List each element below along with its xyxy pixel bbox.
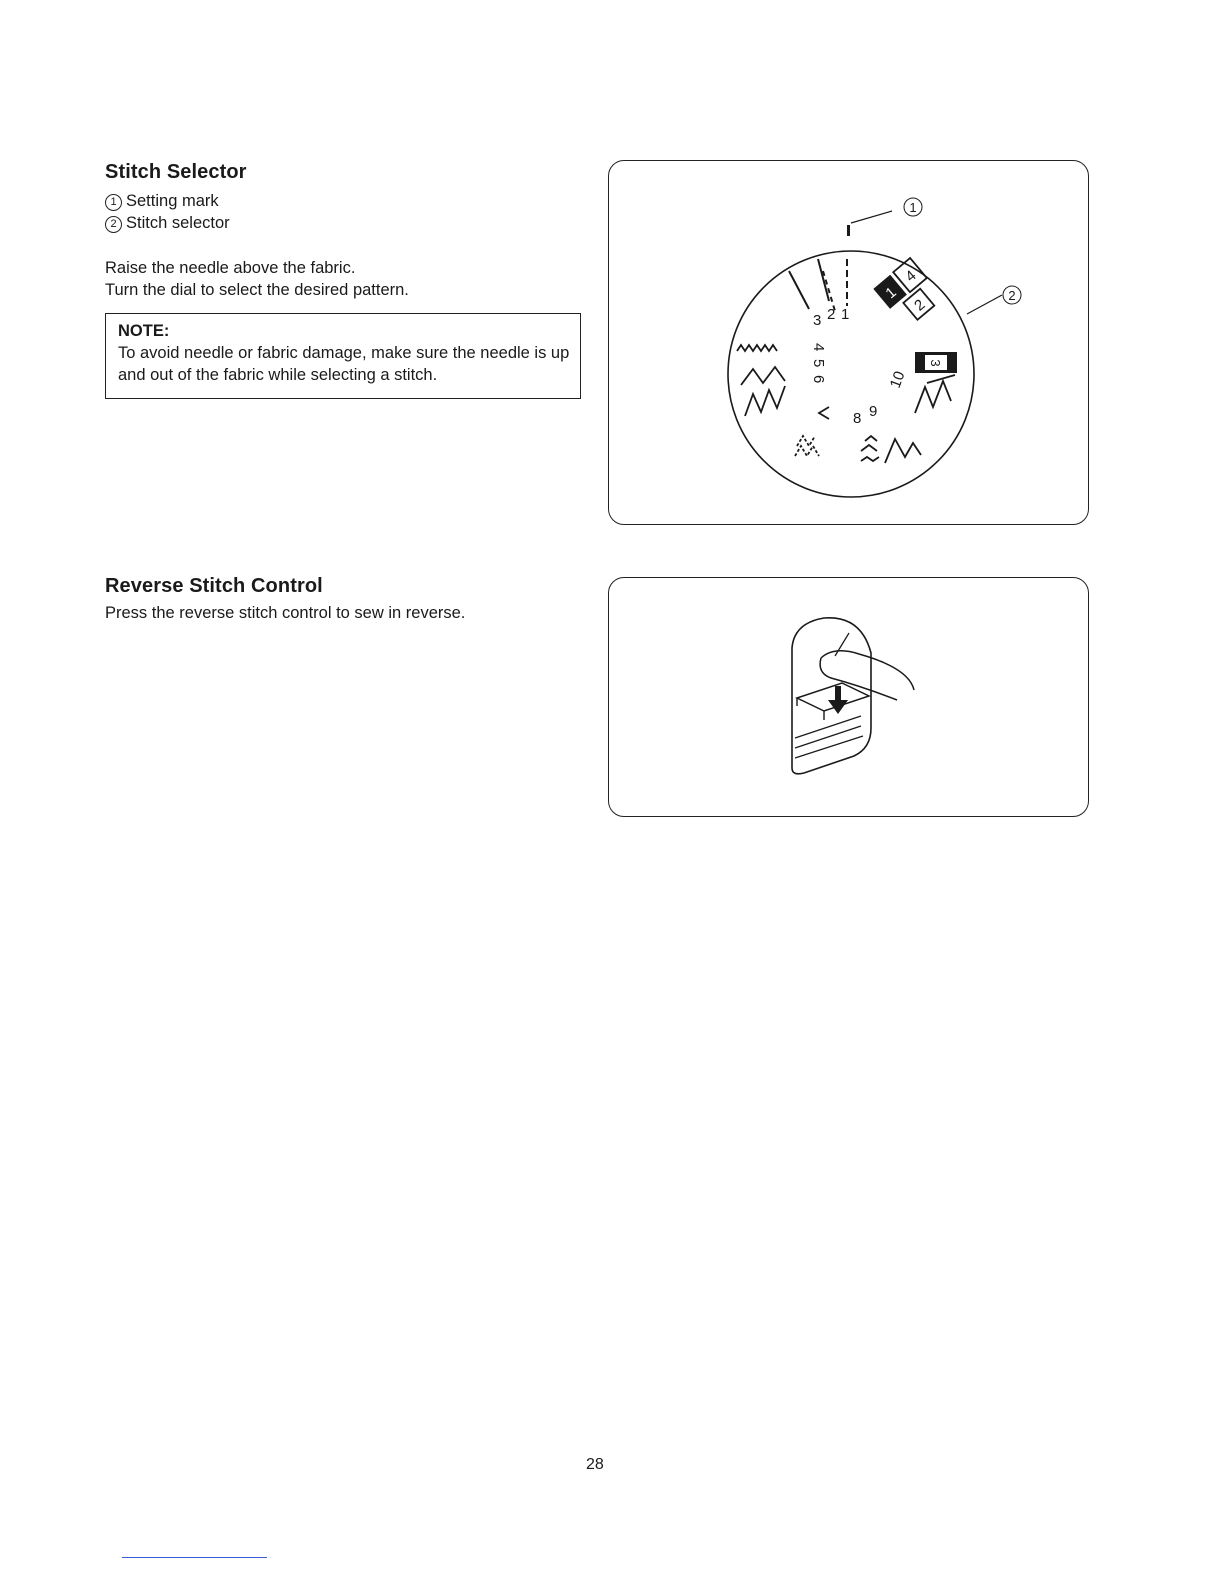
setting-mark <box>847 225 850 236</box>
stretch-line-symbol <box>927 375 955 383</box>
feather-symbol <box>885 439 921 463</box>
instruction-line: Raise the needle above the fabric. <box>105 259 356 277</box>
callout-2-label: 2 <box>1008 288 1016 303</box>
zigzag-medium-symbol <box>741 367 785 385</box>
dial-number: 2 <box>827 306 836 323</box>
callout-leader <box>851 211 892 223</box>
note-box <box>105 313 581 399</box>
legend-label: Setting mark <box>126 192 219 210</box>
legend-item <box>105 212 230 234</box>
stitch-selector-heading: Stitch Selector <box>105 161 247 183</box>
dial-number: 4 <box>810 343 827 352</box>
dial-circle <box>728 251 974 497</box>
reverse-stitch-heading: Reverse Stitch Control <box>105 575 323 597</box>
note-text: To avoid needle or fabric damage, make sure the needle is up and out of the fabric while selecting a stitch. <box>118 344 570 384</box>
scallop-symbol <box>861 436 879 461</box>
dial-number: 6 <box>810 375 827 384</box>
dial-number: 8 <box>853 410 862 427</box>
straight-stitch-symbols <box>789 259 847 311</box>
reverse-control-illustration <box>609 578 1090 818</box>
reverse-stitch-text: Press the reverse stitch control to sew in reverse. <box>105 604 466 622</box>
legend-label: Stitch selector <box>126 214 230 232</box>
dial-number: 10 <box>886 368 909 391</box>
blind-stitch-symbol <box>819 407 829 419</box>
zigzag-small-symbol <box>737 345 777 351</box>
down-arrow-icon <box>828 700 848 714</box>
finger-outline <box>821 651 914 690</box>
bottom-rule <box>122 1557 267 1558</box>
fingernail <box>835 633 849 656</box>
triple-zigzag-symbol <box>915 381 951 413</box>
callout-number: 1 <box>105 194 122 211</box>
slot-lines <box>795 716 863 758</box>
boxed-stitch-key-3 <box>915 352 957 373</box>
boxed-number: 1 <box>882 283 900 303</box>
stitch-selector-legend <box>105 190 230 234</box>
stitch-dial-illustration <box>609 161 1090 526</box>
boxed-number: 2 <box>911 296 929 315</box>
boxed-number: 3 <box>928 359 943 367</box>
multi-zigzag-symbol <box>795 436 819 456</box>
callout-number: 2 <box>105 216 122 233</box>
reverse-stitch-figure <box>608 577 1089 817</box>
page-number: 28 <box>586 1456 604 1473</box>
down-arrow-shaft <box>835 686 841 702</box>
callout-leader <box>967 295 1002 314</box>
stitch-selector-instructions <box>105 257 409 301</box>
stitch-selector-figure <box>608 160 1089 525</box>
instruction-line: Turn the dial to select the desired pattern. <box>105 281 409 299</box>
dial-number: 3 <box>813 312 822 329</box>
callout-1-label: 1 <box>909 200 917 215</box>
dial-number: 1 <box>841 306 850 323</box>
dial-number: 9 <box>869 403 878 420</box>
dial-number: 5 <box>810 359 827 368</box>
boxed-stitch-keys <box>873 258 943 329</box>
legend-item <box>105 190 230 212</box>
boxed-number: 4 <box>902 267 920 286</box>
note-title: NOTE: <box>118 322 170 340</box>
zigzag-large-symbol <box>745 386 785 416</box>
